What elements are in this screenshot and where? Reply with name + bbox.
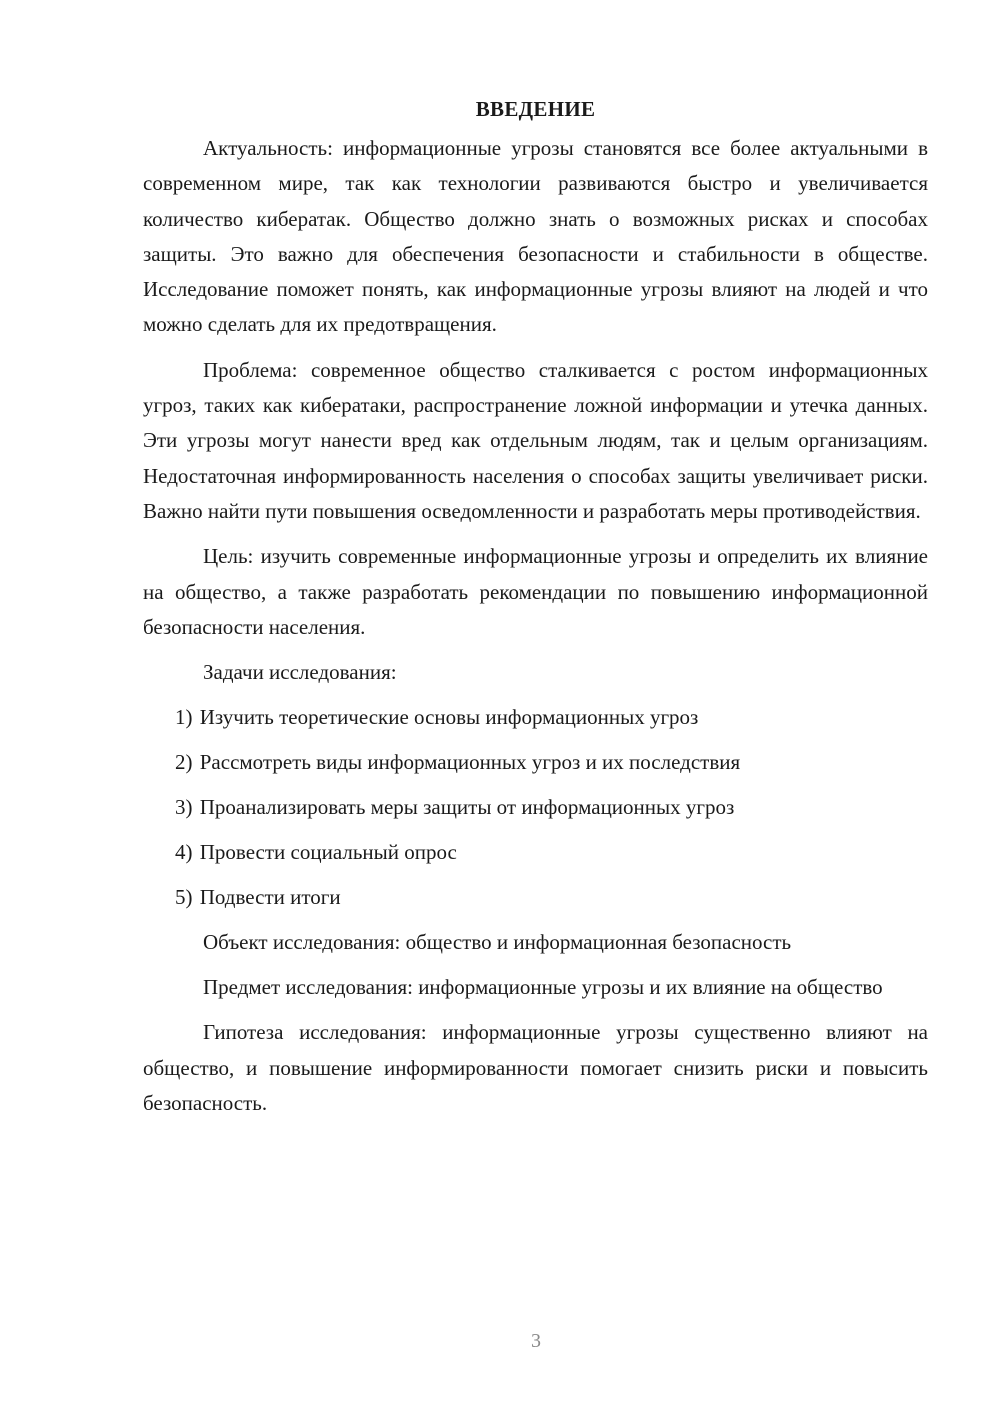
paragraph-goal: Цель: изучить современные информационные угрозы и определить их влияние на общество, а также разработать рекомендации по повышению информационной безопасности населения. — [143, 544, 928, 639]
page-number: 3 — [531, 1330, 541, 1352]
list-item — [143, 745, 928, 780]
list-item — [143, 835, 928, 870]
list-item — [143, 790, 928, 825]
list-item-number: 1) — [175, 705, 193, 730]
list-item-number: 3) — [175, 795, 193, 820]
list-item — [143, 880, 928, 915]
list-item-number: 4) — [175, 840, 193, 865]
list-item-text: Провести социальный опрос — [199, 840, 457, 865]
list-item-text: Изучить теоретические основы информационных угроз — [199, 705, 699, 730]
document-page — [143, 92, 928, 1131]
list-item-text: Рассмотреть виды информационных угроз и их последствия — [199, 750, 741, 775]
paragraph-problem: Проблема: современное общество сталкивается с ростом информационных угроз, таких как кибератаки, распространение ложной информации и утечка данных. Эти угрозы могут нанести вред как отдельным людям, так и целым организациям. Недостаточная информированность населения о способах защиты увеличивает риски. Важно найти пути повышения осведомленности и разработать меры противодействия. — [143, 357, 928, 523]
tasks-title: Задачи исследования: — [203, 660, 397, 685]
list-item-text: Подвести итоги — [199, 885, 341, 910]
paragraph-relevance: Актуальность: информационные угрозы становятся все более актуальными в современном мире, так как технологии развиваются быстро и увеличивается количество кибератак. Общество должно знать о возможных рисках и способах защиты. Это важно для обеспечения безопасности и стабильности в обществе. Исследование поможет понять, как информационные угрозы влияют на людей и что можно сделать для их предотвращения. — [143, 136, 928, 337]
list-item — [143, 700, 928, 735]
list-item-number: 5) — [175, 885, 193, 910]
paragraph-hypothesis: Гипотеза исследования: информационные угрозы существенно влияют на общество, и повышение информированности помогает снизить риски и повысить безопасность. — [143, 1020, 928, 1116]
section-heading: ВВЕДЕНИЕ — [475, 97, 596, 121]
task-list — [143, 700, 928, 915]
paragraph-subject: Предмет исследования: информационные угрозы и их влияние на общество — [203, 975, 883, 1000]
list-item-number: 2) — [175, 750, 193, 775]
paragraph-object: Объект исследования: общество и информационная безопасность — [203, 930, 792, 955]
list-item-text: Проанализировать меры защиты от информационных угроз — [199, 795, 735, 820]
